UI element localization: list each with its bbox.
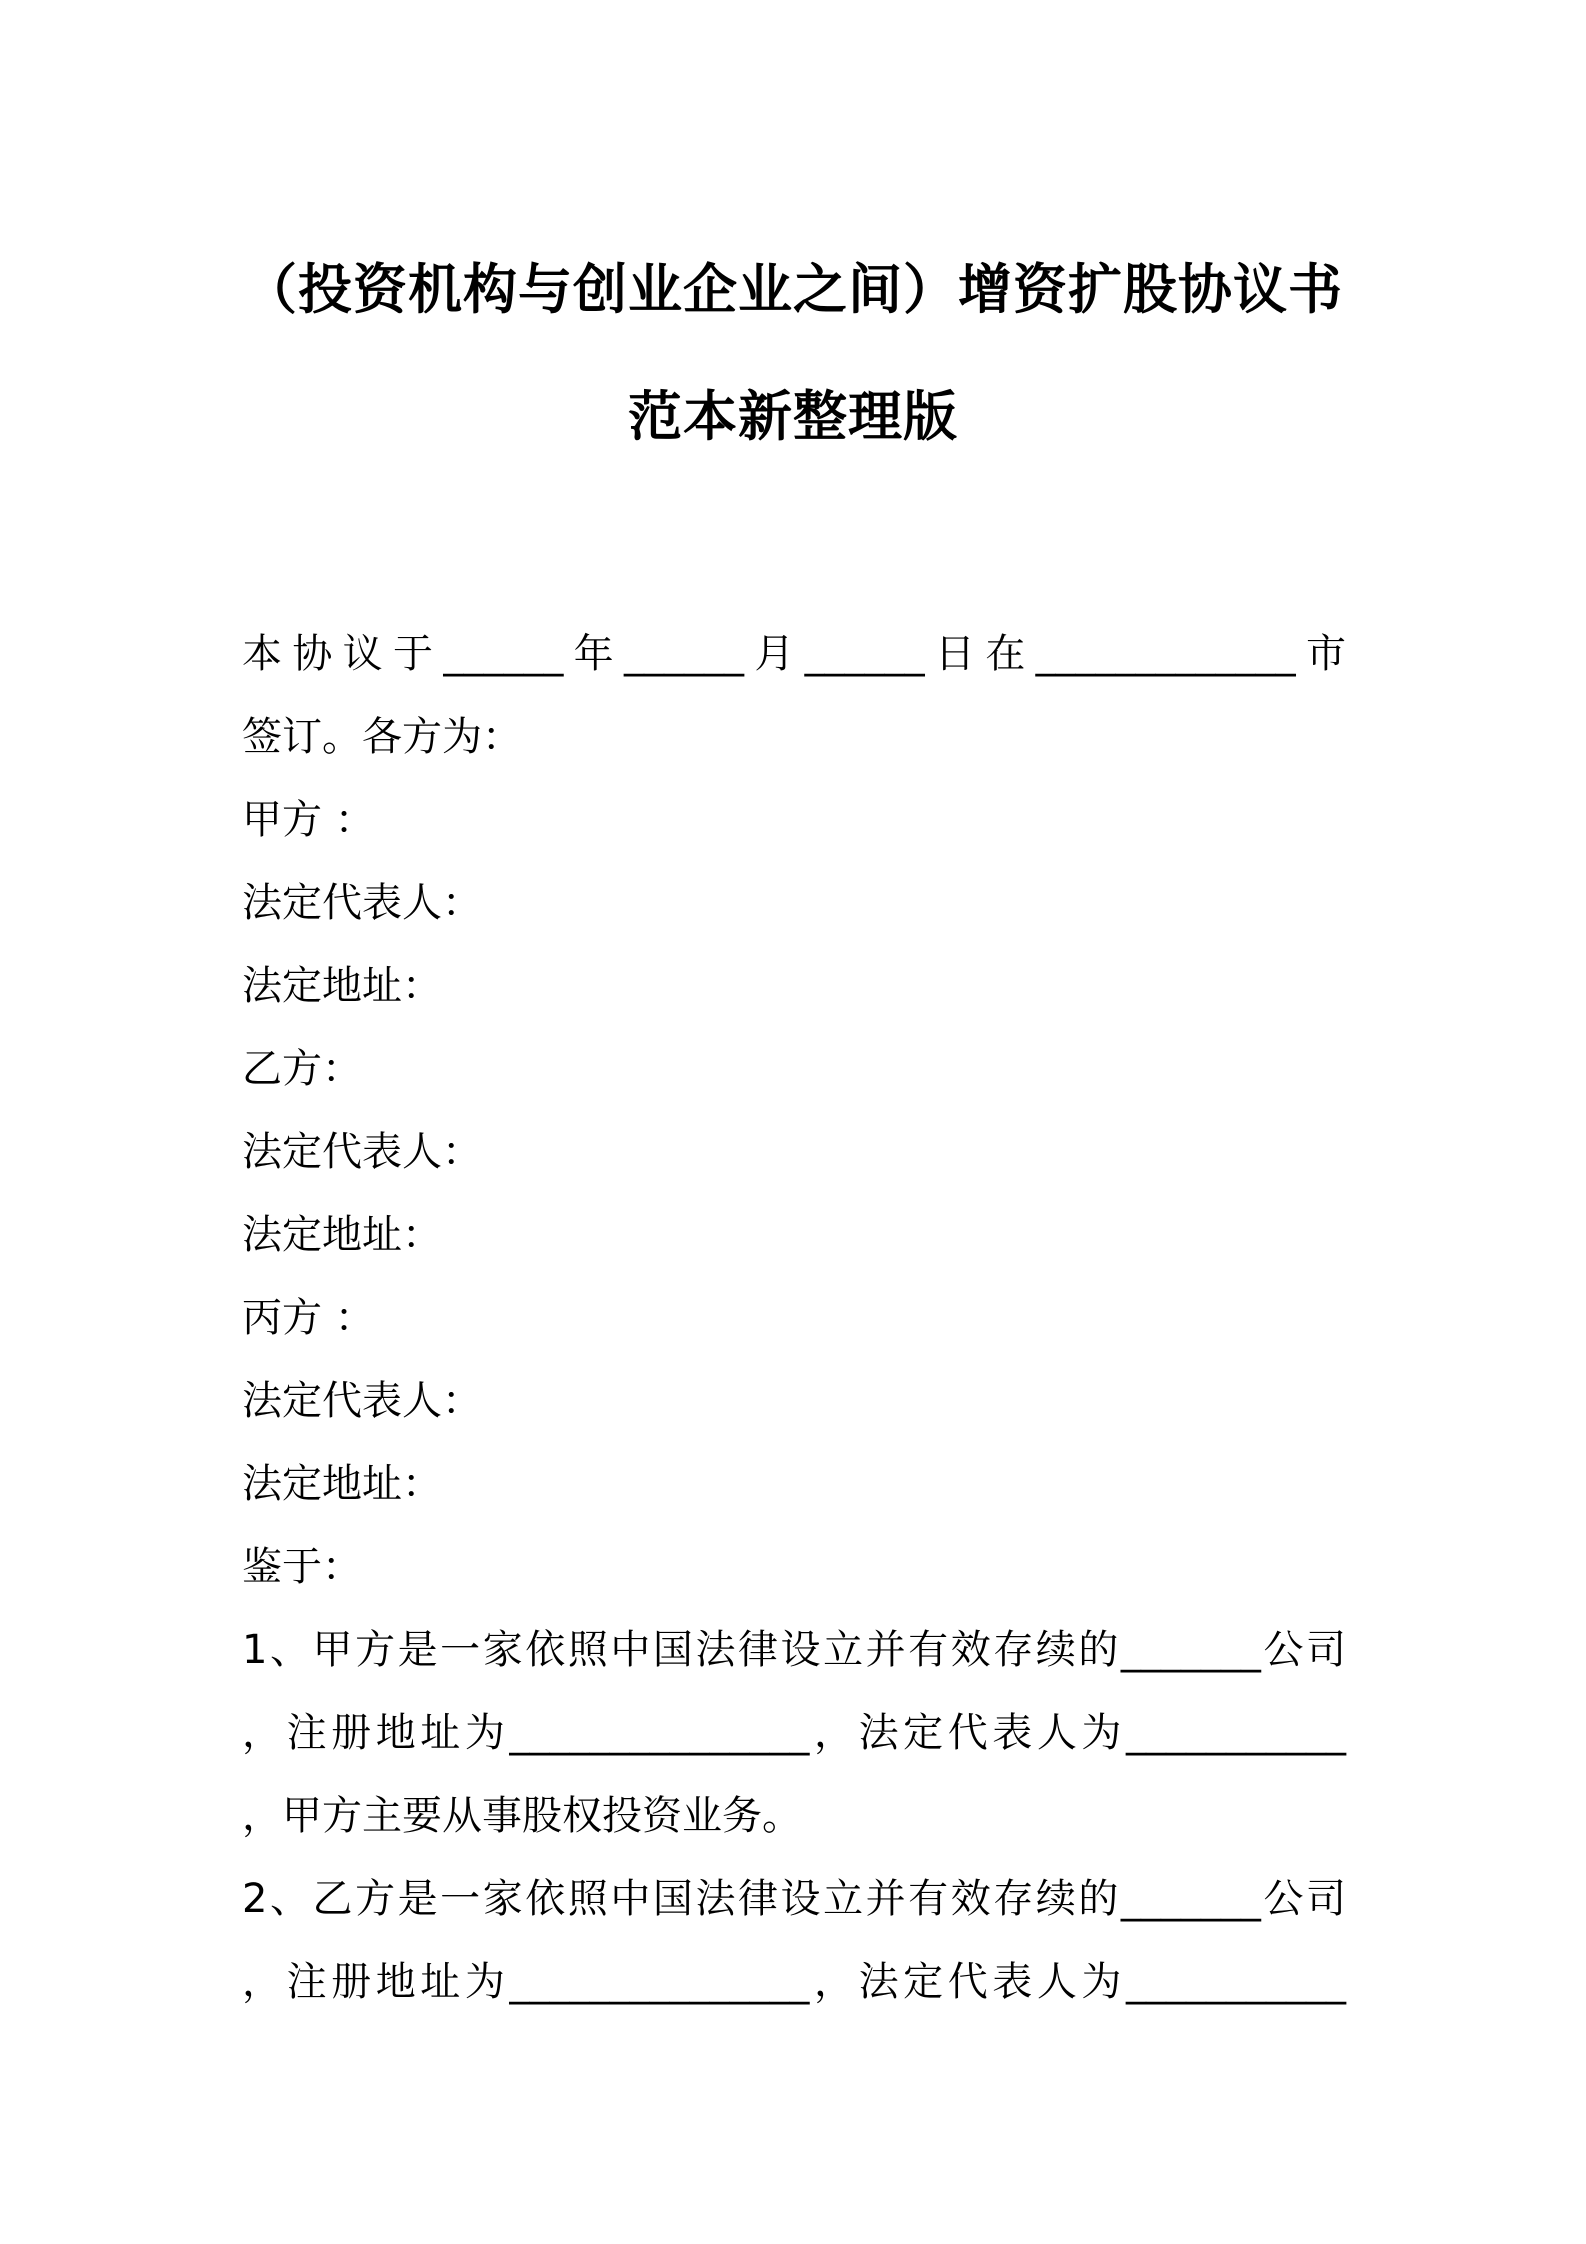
recital-2-line-2: ，注册地址为_______________，法定代表人为___________	[242, 1959, 1346, 2005]
parties-intro-line: 签订。各方为：	[242, 714, 522, 760]
whereas-heading: 鉴于：	[242, 1544, 362, 1590]
document-title-line-1: （投资机构与创业企业之间）增资扩股协议书	[243, 258, 1343, 321]
recital-1-line-3: ，甲方主要从事股权投资业务。	[242, 1793, 802, 1839]
party-b-label: 乙方：	[242, 1046, 362, 1092]
party-b-legal-representative: 法定代表人：	[242, 1129, 482, 1175]
party-a-legal-address: 法定地址：	[242, 963, 442, 1009]
recital-2-line-1: 2、乙方是一家依照中国法律设立并有效存续的_______公司	[242, 1876, 1346, 1922]
party-a-label: 甲方 ：	[242, 797, 375, 843]
document-title-line-2: 范本新整理版	[628, 385, 958, 448]
party-c-legal-address: 法定地址：	[242, 1461, 442, 1507]
party-a-legal-representative: 法定代表人：	[242, 880, 482, 926]
party-b-legal-address: 法定地址：	[242, 1212, 442, 1258]
party-c-label: 丙方 ：	[242, 1295, 375, 1341]
recital-1-line-1: 1、甲方是一家依照中国法律设立并有效存续的_______公司	[242, 1627, 1346, 1673]
recital-1-line-2: ，注册地址为_______________，法定代表人为___________	[242, 1710, 1346, 1756]
agreement-date-place-line: 本协议于______年______月______日在_____________市	[242, 631, 1346, 677]
party-c-legal-representative: 法定代表人：	[242, 1378, 482, 1424]
